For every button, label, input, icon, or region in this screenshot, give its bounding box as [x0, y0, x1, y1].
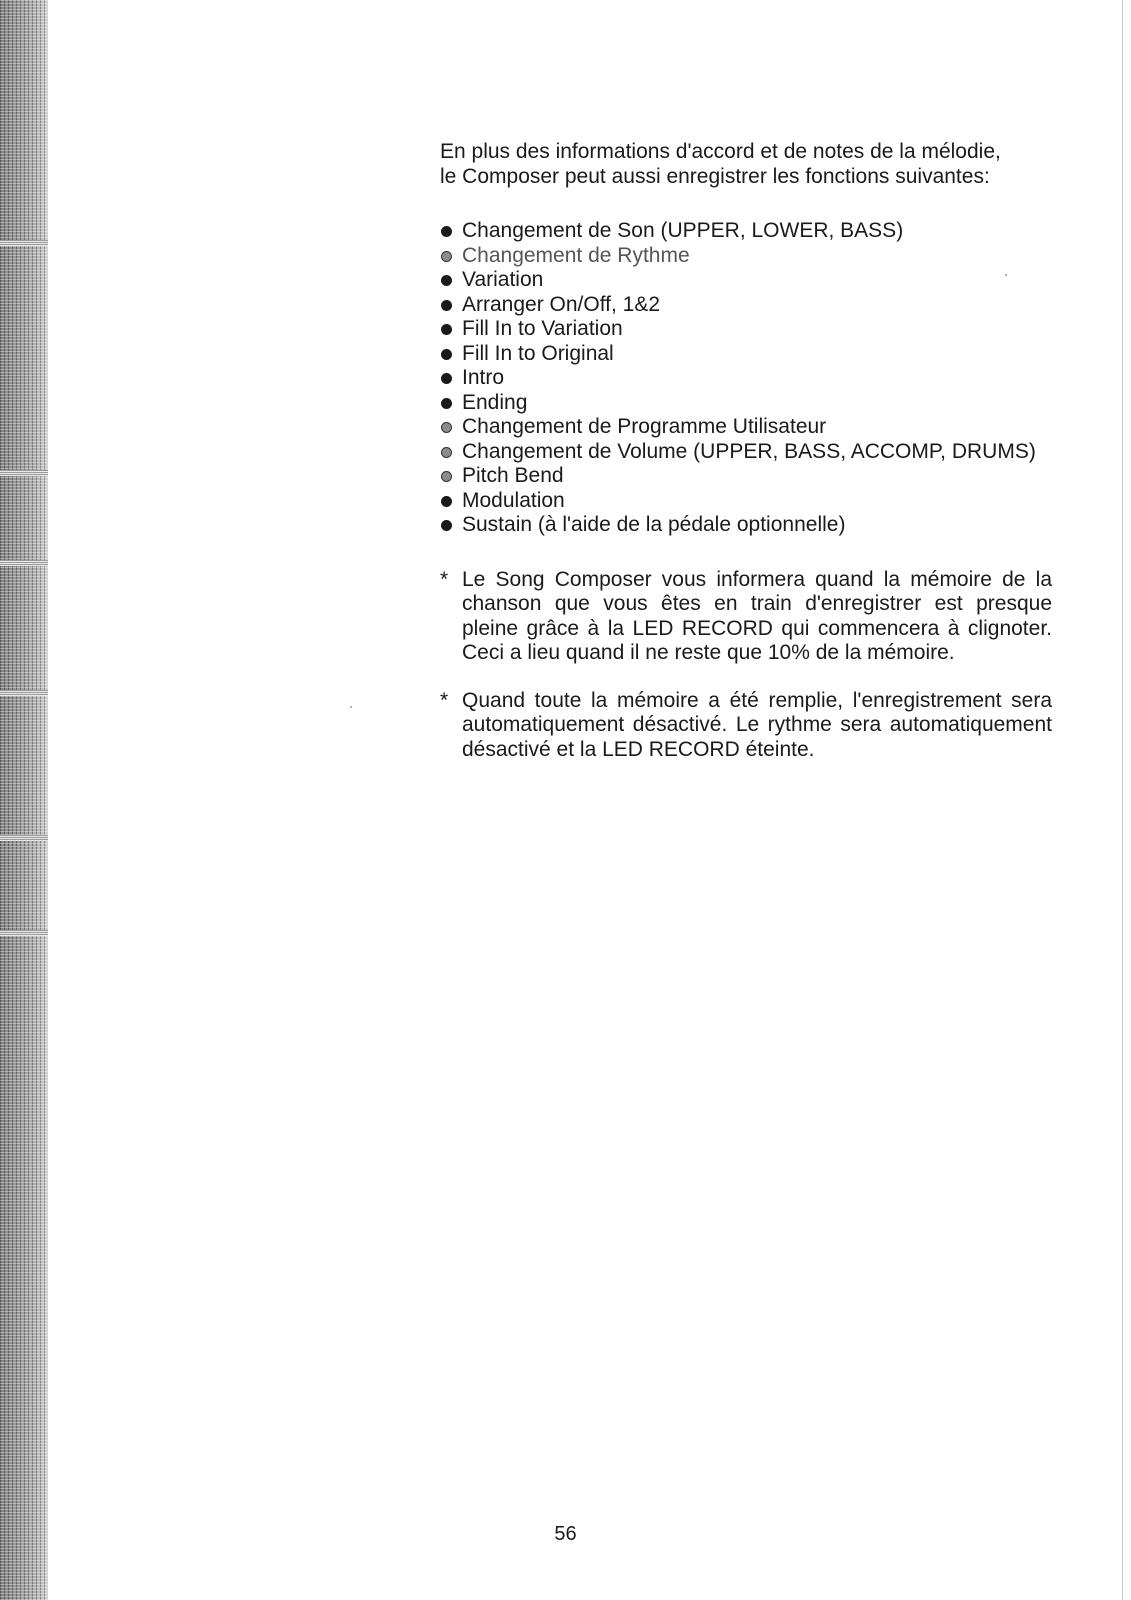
scan-speck — [350, 706, 352, 708]
bullet-icon — [441, 275, 452, 286]
list-item — [440, 464, 1052, 489]
list-item — [440, 219, 1052, 244]
list-item — [440, 342, 1052, 367]
list-item — [440, 391, 1052, 416]
page-content — [440, 140, 1052, 762]
list-item-label: Changement de Volume (UPPER, BASS, ACCOMP, DRUMS) — [462, 439, 1036, 463]
list-item-label: Fill In to Variation — [462, 317, 623, 340]
bullet-icon — [441, 520, 452, 531]
note-text: Quand toute la mémoire a été remplie, l'enregistrement sera automatiquement désactivé. Le rythme sera automatiquement désactivé et la LED RECORD éteinte. — [462, 688, 1052, 761]
list-item-label: Intro — [462, 366, 505, 389]
bullet-icon — [441, 251, 452, 262]
bullet-icon — [441, 373, 452, 384]
list-item-label: Variation — [462, 268, 544, 291]
list-item-label: Changement de Son (UPPER, LOWER, BASS) — [462, 219, 904, 242]
list-item — [440, 366, 1052, 391]
list-item — [440, 317, 1052, 342]
list-item — [440, 244, 1052, 269]
page-edge-line — [1122, 0, 1123, 1600]
scan-band — [0, 470, 48, 476]
list-item-label: Sustain (à l'aide de la pédale optionnelle) — [462, 513, 846, 536]
bullet-icon — [441, 447, 452, 458]
list-item-label: Ending — [462, 390, 528, 414]
scan-band — [0, 240, 48, 246]
bullet-icon — [441, 398, 452, 409]
list-item — [440, 513, 1052, 538]
list-item-label: Changement de Programme Utilisateur — [462, 415, 827, 438]
list-item-label: Modulation — [462, 488, 565, 512]
scan-band — [0, 835, 48, 841]
list-item — [440, 489, 1052, 514]
list-item-label: Changement de Rythme — [462, 243, 690, 267]
note-memory-full — [440, 689, 1052, 763]
intro-line-2: le Composer peut aussi enregistrer les fonctions suivantes: — [440, 164, 990, 188]
bullet-icon — [441, 226, 452, 237]
bullet-icon — [441, 422, 452, 433]
scan-band — [0, 930, 48, 936]
asterisk-marker: * — [440, 567, 449, 591]
asterisk-marker: * — [440, 688, 449, 712]
list-item-label: Fill In to Original — [462, 341, 614, 365]
bullet-icon — [441, 496, 452, 507]
list-item-label: Arranger On/Off, 1&2 — [462, 292, 661, 316]
scanned-binding-edge — [0, 0, 48, 1600]
feature-list — [440, 219, 1052, 538]
bullet-icon — [441, 471, 452, 482]
scan-band — [0, 690, 48, 696]
intro-line-1: En plus des informations d'accord et de notes de la mélodie, — [440, 140, 1001, 163]
list-item — [440, 293, 1052, 318]
list-item — [440, 440, 1052, 465]
note-memory-warning — [440, 568, 1052, 666]
bullet-icon — [441, 300, 452, 311]
list-item-label: Pitch Bend — [462, 464, 564, 487]
note-text: Le Song Composer vous informera quand la mémoire de la chanson que vous êtes en train d'enregistrer est presque pleine grâce à la LED RECORD qui commencera à clignoter. Ceci a lieu quand il ne reste que 10% de la mémoire. — [462, 567, 1052, 664]
list-item — [440, 415, 1052, 440]
intro-paragraph — [440, 140, 1052, 189]
scan-band — [0, 560, 48, 566]
bullet-icon — [441, 324, 452, 335]
bullet-icon — [441, 349, 452, 360]
page-number: 56 — [554, 1523, 577, 1545]
list-item — [440, 268, 1052, 293]
